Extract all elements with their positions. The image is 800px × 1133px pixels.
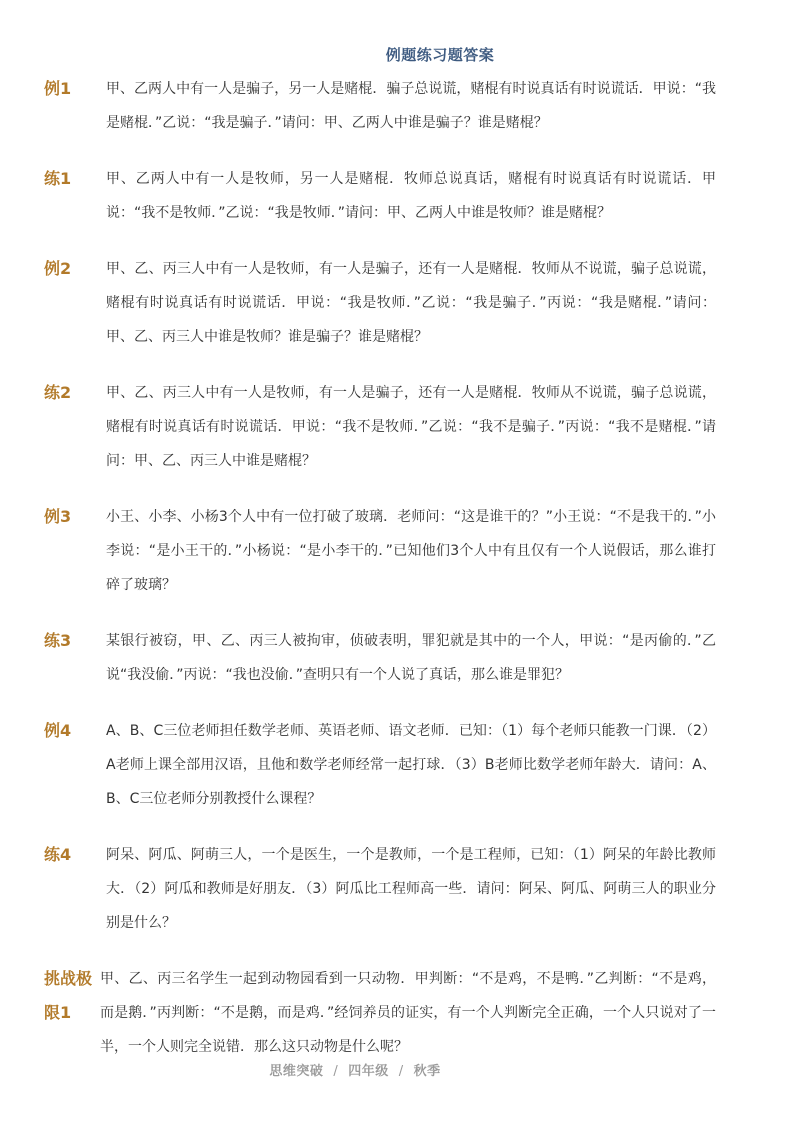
problem-list <box>44 72 716 1086</box>
problem-text: 小王、小李、小杨3个人中有一位打破了玻璃．老师问：“这是谁干的？”小王说：“不是我干的．”小李说：“是小王干的．”小杨说：“是小李干的．”已知他们3个人中有且仅有一个人说假话，那么谁打碎了玻璃？ <box>106 509 716 593</box>
problem-text: 甲、乙、丙三名学生一起到动物园看到一只动物．甲判断：“不是鸡，不是鸭．”乙判断：“不是鸡，而是鹅．”丙判断：“不是鹅，而是鸡．”经饲养员的证实，有一个人判断完全正确，一个人只说对了一半，一个人则完全说错．那么这只动物是什么呢？ <box>100 971 716 1055</box>
problem-label: 例2 <box>44 259 72 278</box>
problem-item <box>44 624 716 692</box>
problem-label: 例1 <box>44 79 72 98</box>
problem-item <box>44 500 716 602</box>
footer-season: 秋季 <box>413 1064 441 1079</box>
problem-text: 甲、乙两人中有一人是骗子，另一人是赌棍．骗子总说谎，赌棍有时说真话有时说谎话．甲说：“我是赌棍．”乙说：“我是骗子．”请问：甲、乙两人中谁是骗子？谁是赌棍？ <box>106 81 716 131</box>
problem-label: 练4 <box>44 845 72 864</box>
problem-label: 练1 <box>44 169 72 188</box>
problem-item <box>44 252 716 354</box>
footer-separator: / <box>333 1064 339 1079</box>
problem-label: 练3 <box>44 631 72 650</box>
problem-text: 甲、乙、丙三人中有一人是牧师，有一人是骗子，还有一人是赌棍．牧师从不说谎，骗子总说谎，赌棍有时说真话有时说谎话．甲说：“我是牧师．”乙说：“我是骗子．”丙说：“我是赌棍．”请问：甲、乙、丙三人中谁是牧师？谁是骗子？谁是赌棍？ <box>106 261 716 345</box>
footer-series: 思维突破 <box>269 1064 324 1079</box>
page-title: 例题练习题答案 <box>385 46 495 64</box>
problem-text: 某银行被窃，甲、乙、丙三人被拘审，侦破表明，罪犯就是其中的一个人，甲说：“是丙偷的．”乙说“我没偷．”丙说：“我也没偷．”查明只有一个人说了真话，那么谁是罪犯？ <box>106 633 716 683</box>
problem-text: 阿呆、阿瓜、阿萌三人，一个是医生，一个是教师，一个是工程师，已知：（1）阿呆的年龄比教师大．（2）阿瓜和教师是好朋友．（3）阿瓜比工程师高一些．请问：阿呆、阿瓜、阿萌三人的职业分别是什么？ <box>106 847 716 931</box>
problem-label: 挑战极限1 <box>44 969 93 1022</box>
page-footer <box>0 1060 710 1079</box>
footer-separator: / <box>398 1064 404 1079</box>
footer-grade: 四年级 <box>348 1064 389 1079</box>
problem-item <box>44 162 716 230</box>
problem-text: 甲、乙两人中有一人是牧师，另一人是赌棍．牧师总说真话，赌棍有时说真话有时说谎话．甲说：“我不是牧师．”乙说：“我是牧师．”请问：甲、乙两人中谁是牧师？谁是赌棍？ <box>106 171 716 221</box>
problem-label: 例4 <box>44 721 72 740</box>
problem-text: 甲、乙、丙三人中有一人是牧师，有一人是骗子，还有一人是赌棍．牧师从不说谎，骗子总说谎，赌棍有时说真话有时说谎话．甲说：“我不是牧师．”乙说：“我不是骗子．”丙说：“我不是赌棍．”请问：甲、乙、丙三人中谁是赌棍？ <box>106 385 716 469</box>
problem-label: 例3 <box>44 507 72 526</box>
problem-item <box>44 838 716 940</box>
problem-label: 练2 <box>44 383 72 402</box>
problem-item <box>44 714 716 816</box>
problem-text: A、B、C三位老师担任数学老师、英语老师、语文老师．已知：（1）每个老师只能教一门课．（2）A老师上课全部用汉语，且他和数学老师经常一起打球．（3）B老师比数学老师年龄大．请问：A、B、C三位老师分别教授什么课程？ <box>106 723 716 807</box>
problem-item <box>44 376 716 478</box>
problem-item <box>44 72 716 140</box>
problem-item <box>44 962 716 1064</box>
